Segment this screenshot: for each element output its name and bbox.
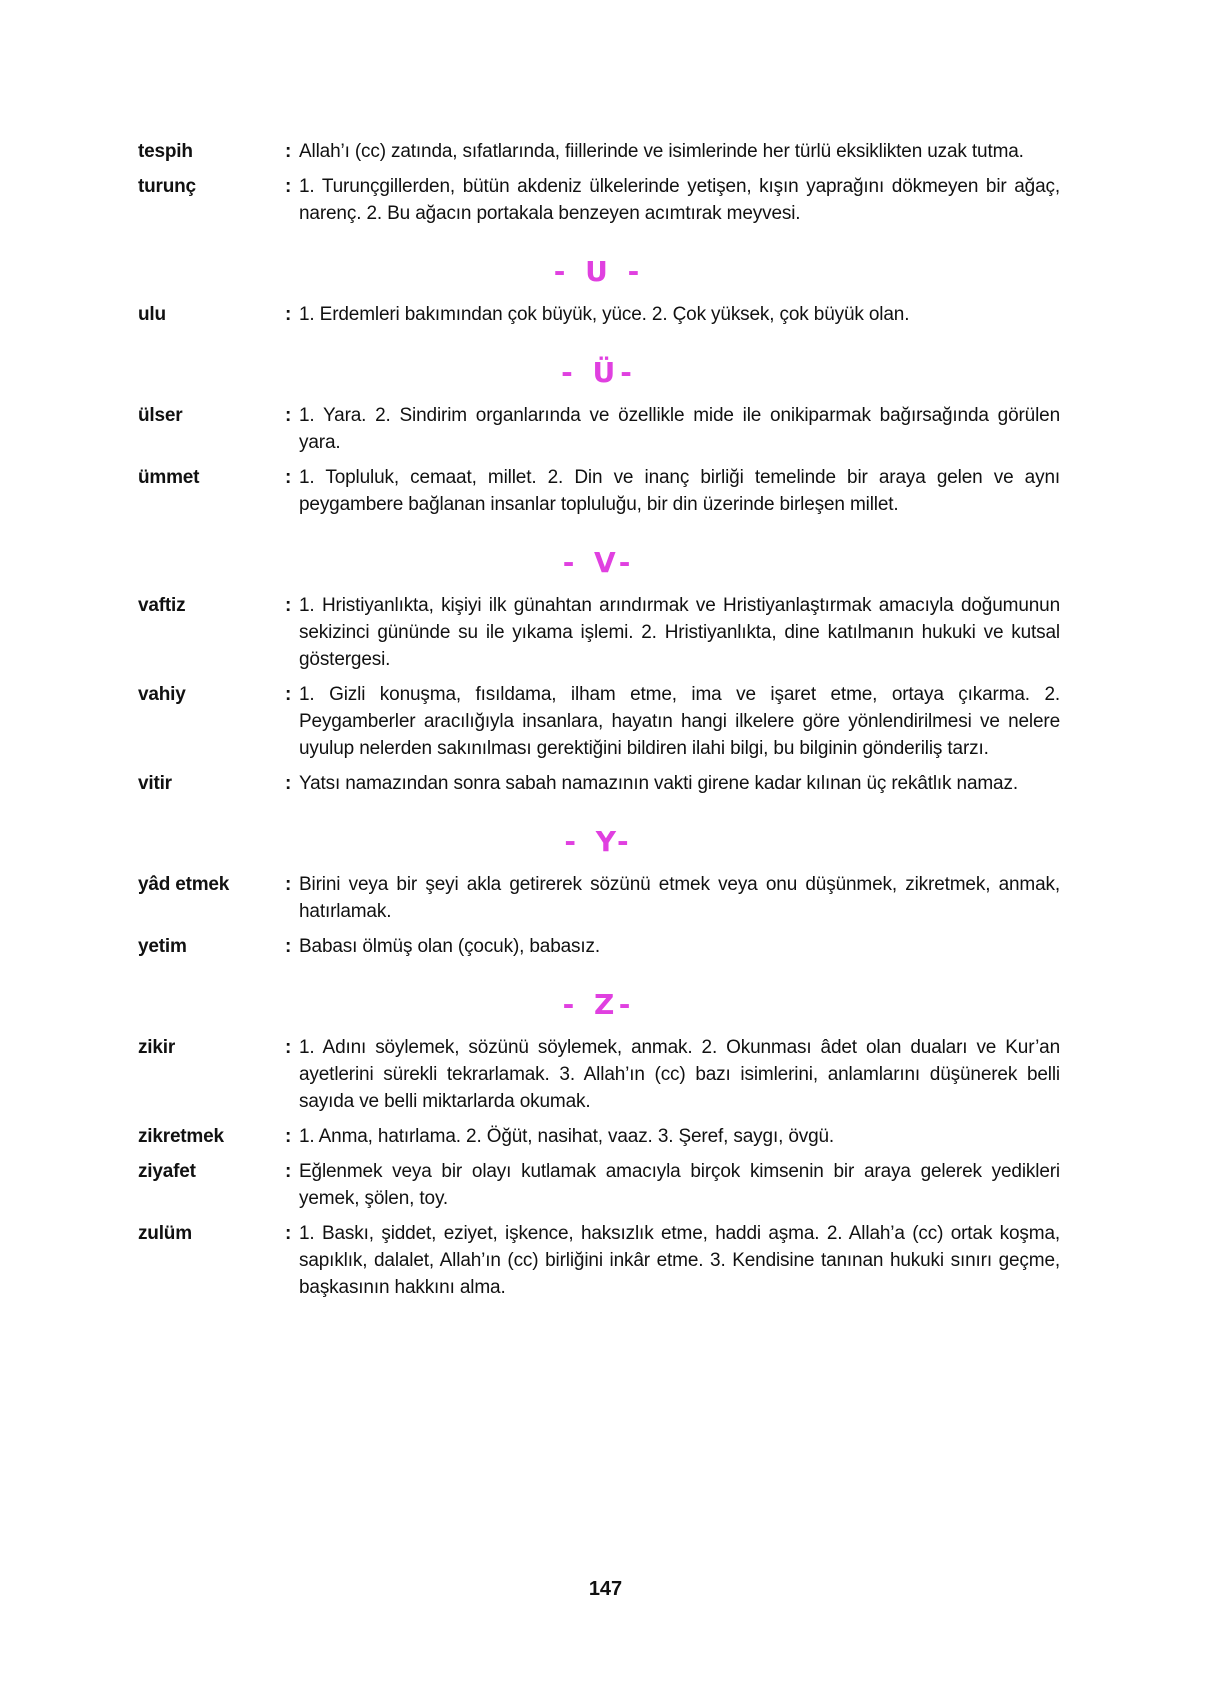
dictionary-entry <box>138 1158 1060 1212</box>
entry-term: ulu <box>138 304 166 325</box>
entry-colon: : <box>285 405 292 426</box>
glossary-content <box>138 138 1060 1309</box>
entry-colon: : <box>285 1223 292 1244</box>
entry-term: ülser <box>138 405 183 426</box>
entry-definition: 1. Yara. 2. Sindirim organlarında ve özellikle mide ile onikiparmak bağırsağında görülen yara. <box>299 405 1060 453</box>
page-number: 147 <box>588 1578 623 1600</box>
dictionary-entry <box>138 770 1060 797</box>
entry-colon: : <box>285 176 292 197</box>
entry-colon: : <box>285 874 292 895</box>
entry-definition: 1. Turunçgillerden, bütün akdeniz ülkelerinde yetişen, kışın yaprağını dökmeyen bir ağaç, narenç. 2. Bu ağacın portakala benzeyen acımtırak meyvesi. <box>299 176 1060 224</box>
entry-colon: : <box>285 595 292 616</box>
entry-colon: : <box>285 684 292 705</box>
entry-term: ümmet <box>138 467 200 488</box>
entry-definition: Allah’ı (cc) zatında, sıfatlarında, fiillerinde ve isimlerinde her türlü eksiklikten uzak tutma. <box>299 141 1024 162</box>
entry-term: vaftiz <box>138 595 186 616</box>
entry-term: zikretmek <box>138 1126 224 1147</box>
entry-colon: : <box>285 141 292 162</box>
entry-definition: Eğlenmek veya bir olayı kutlamak amacıyla birçok kimsenin bir araya gelerek yedikleri yemek, şölen, toy. <box>299 1161 1060 1209</box>
entry-term: yâd etmek <box>138 874 230 895</box>
dictionary-entry <box>138 592 1060 673</box>
entry-term: vahiy <box>138 684 186 705</box>
dictionary-entry <box>138 1123 1060 1150</box>
dictionary-entry <box>138 173 1060 227</box>
section-letter-header-z: - Z- <box>562 988 636 1021</box>
entry-definition: 1. Anma, hatırlama. 2. Öğüt, nasihat, vaaz. 3. Şeref, saygı, övgü. <box>299 1126 835 1147</box>
entry-colon: : <box>285 936 292 957</box>
entry-term: tespih <box>138 141 193 162</box>
entry-definition: Yatsı namazından sonra sabah namazının vakti girene kadar kılınan üç rekâtlık namaz. <box>299 773 1018 794</box>
entry-term: ziyafet <box>138 1161 196 1182</box>
dictionary-entry <box>138 871 1060 925</box>
entry-colon: : <box>285 1126 292 1147</box>
dictionary-entry <box>138 933 1060 960</box>
dictionary-entry <box>138 1034 1060 1115</box>
entry-colon: : <box>285 1161 292 1182</box>
entry-definition: 1. Gizli konuşma, fısıldama, ilham etme, ima ve işaret etme, ortaya çıkarma. 2. Peygamberler aracılığıyla insanlara, hayatın hangi ilkelere göre yönlendirilmesi ve nelere uyulup nelerden sakınılması gerektiğini bildiren ilahi bilgi, bu bilginin gönderiliş tarzı. <box>299 684 1060 759</box>
section-letter-header-u-umlaut: - Ü- <box>561 356 637 389</box>
section-letter-header-u: - U - <box>553 255 645 288</box>
dictionary-entry <box>138 1220 1060 1301</box>
section-letter-header-y: - Y- <box>564 825 634 858</box>
dictionary-entry <box>138 402 1060 456</box>
entry-colon: : <box>285 773 292 794</box>
dictionary-entry <box>138 464 1060 518</box>
entry-colon: : <box>285 304 292 325</box>
entry-definition: 1. Erdemleri bakımından çok büyük, yüce. 2. Çok yüksek, çok büyük olan. <box>299 304 910 325</box>
entry-term: turunç <box>138 176 196 197</box>
entry-definition: 1. Hristiyanlıkta, kişiyi ilk günahtan arındırmak ve Hristiyanlaştırmak amacıyla doğumunun sekizinci gününde su ile yıkama işlemi. 2. Hristiyanlıkta, dine katılmanın hukuki ve kutsal göstergesi. <box>299 595 1060 670</box>
section-letter-header-v: - V- <box>562 546 636 579</box>
entry-term: zulüm <box>138 1223 192 1244</box>
entry-term: yetim <box>138 936 187 957</box>
entry-colon: : <box>285 1037 292 1058</box>
entry-term: vitir <box>138 773 172 794</box>
dictionary-entry <box>138 301 1060 328</box>
dictionary-entry <box>138 681 1060 762</box>
entry-term: zikir <box>138 1037 176 1058</box>
entry-definition: Birini veya bir şeyi akla getirerek sözünü etmek veya onu düşünmek, zikretmek, anmak, hatırlamak. <box>299 874 1060 922</box>
entry-definition: Babası ölmüş olan (çocuk), babasız. <box>299 936 601 957</box>
dictionary-entry <box>138 138 1060 165</box>
entry-definition: 1. Adını söylemek, sözünü söylemek, anmak. 2. Okunması âdet olan duaları ve Kur’an ayetlerini sürekli tekrarlamak. 3. Allah’ın (cc) bazı isimlerini, anlamlarını düşünerek belli sayıda ve belli miktarlarda okumak. <box>299 1037 1060 1112</box>
entry-definition: 1. Baskı, şiddet, eziyet, işkence, haksızlık etme, haddi aşma. 2. Allah’a (cc) ortak koşma, sapıklık, dalalet, Allah’ın (cc) birliğini inkâr etme. 3. Kendisine tanınan hukuki sınırı geçme, başkasının hakkını alma. <box>299 1223 1060 1298</box>
entry-colon: : <box>285 467 292 488</box>
entry-definition: 1. Topluluk, cemaat, millet. 2. Din ve inanç birliği temelinde bir araya gelen ve aynı peygambere bağlanan insanlar topluluğu, bir din üzerinde birleşen millet. <box>299 467 1060 515</box>
